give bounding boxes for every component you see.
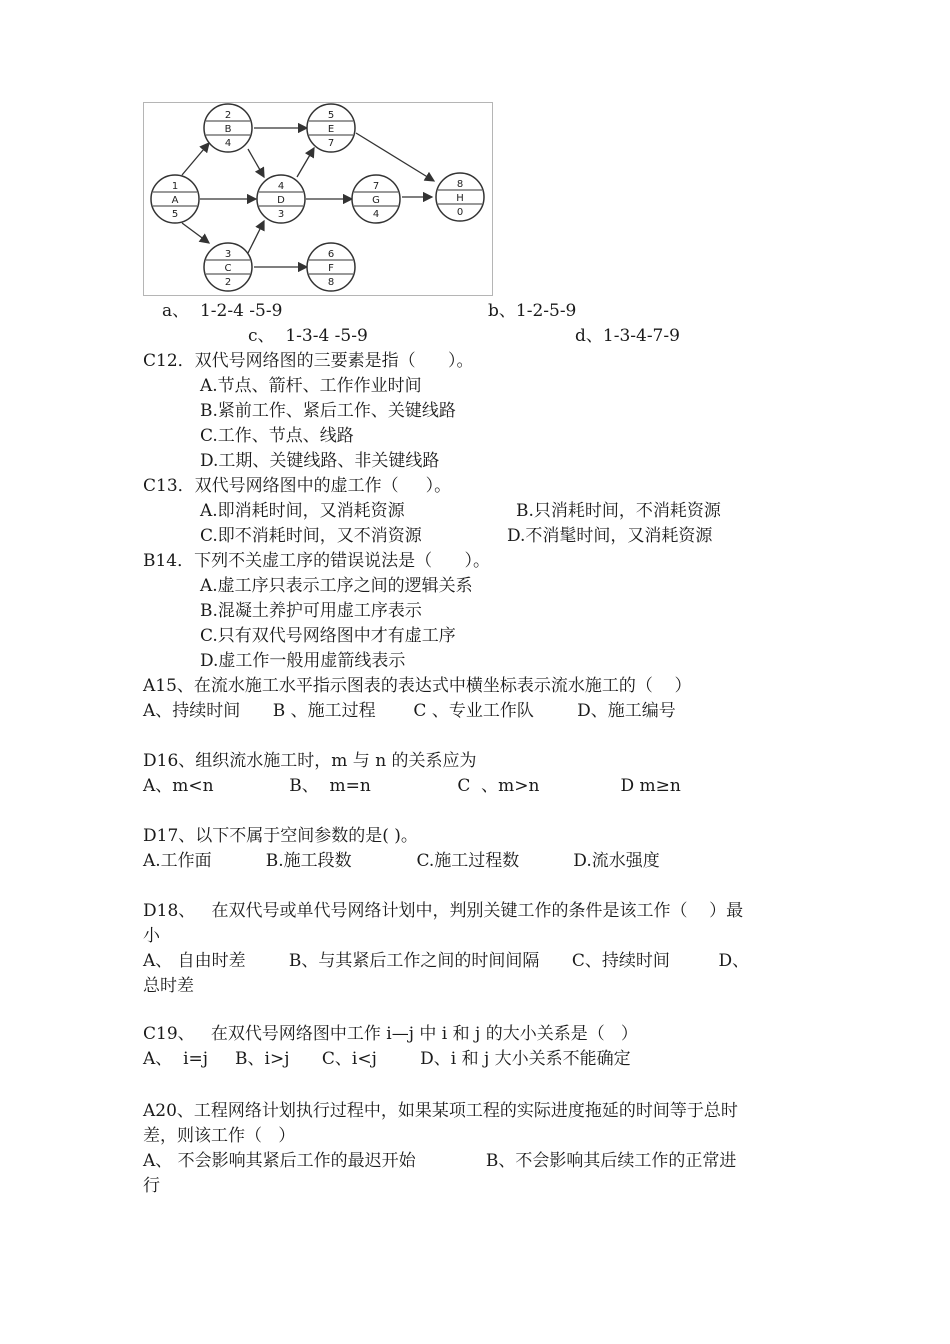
node-top-label: 2: [224, 110, 232, 121]
question-14: B14．下列不关虚工序的错误说法是（ ）。: [143, 551, 491, 571]
question-15-options: A、持续时间 B 、施工过程 C 、专业工作队 D、施工编号: [143, 701, 676, 721]
node-bottom-label: 5: [171, 209, 179, 220]
question-15: A15、在流水施工水平指示图表的表达式中横坐标表示流水施工的（ ）: [143, 676, 692, 696]
network-node: [352, 175, 400, 223]
question-18: D18、 在双代号或单代号网络计划中，判别关键工作的条件是该工作（ ）最: [143, 901, 744, 921]
question-14-option-c: C.只有双代号网络图中才有虚工序: [200, 626, 456, 646]
network-node: [151, 175, 199, 223]
question-17-options: A.工作面 B.施工段数 C.施工过程数 D.流水强度: [143, 851, 660, 871]
question-12-option-b: B.紧前工作、紧后工作、关键线路: [200, 401, 456, 421]
node-bottom-label: 4: [224, 138, 232, 149]
node-top-label: 1: [171, 181, 179, 192]
question-16: D16、组织流水施工时，m 与 n 的关系应为: [143, 751, 477, 771]
question-13: C13．双代号网络图中的虚工作（ ）。: [143, 476, 452, 496]
question-13-option-c: C.即不消耗时间，又不消资源: [200, 526, 422, 546]
question-12-option-a: A.节点、箭杆、工作作业时间: [200, 376, 422, 396]
option-d: d、1-3-4-7-9: [575, 326, 680, 346]
question-14-option-a: A.虚工序只表示工序之间的逻辑关系: [200, 576, 473, 596]
node-top-label: 7: [372, 181, 380, 192]
question-16-options: A、m<n B、 m=n C 、m>n D m≥n: [143, 776, 681, 796]
question-18-options: A、 自由时差 B、与其紧后工作之间的时间间隔 C、持续时间 D、: [143, 951, 750, 971]
question-19: C19、 在双代号网络图中工作 i—j 中 i 和 j 的大小关系是（ ）: [143, 1024, 638, 1044]
node-name-label: E: [327, 124, 335, 135]
question-13-option-b: B.只消耗时间，不消耗资源: [516, 501, 721, 521]
question-19-options: A、 i=j B、i>j C、i<j D、i 和 j 大小关系不能确定: [143, 1049, 631, 1069]
node-bottom-label: 7: [327, 138, 335, 149]
node-bottom-label: 8: [327, 277, 335, 288]
node-bottom-label: 2: [224, 277, 232, 288]
network-node: [307, 243, 355, 291]
node-name-label: F: [328, 263, 334, 274]
question-20-options: A、 不会影响其紧后工作的最迟开始 B、不会影响其后续工作的正常进: [143, 1151, 737, 1171]
question-20-cont: 差，则该工作（ ）: [143, 1126, 296, 1146]
network-node: [436, 173, 484, 221]
network-node: [204, 243, 252, 291]
question-12-option-c: C.工作、节点、线路: [200, 426, 354, 446]
question-20-options-cont: 行: [143, 1176, 160, 1196]
option-b: b、1-2-5-9: [488, 301, 577, 321]
node-name-label: G: [372, 195, 380, 206]
question-12-option-d: D.工期、关键线路、非关键线路: [200, 451, 440, 471]
node-name-label: D: [277, 195, 285, 206]
option-a: a、 1-2-4 -5-9: [162, 301, 283, 321]
node-top-label: 3: [224, 249, 232, 260]
question-14-option-b: B.混凝土养护可用虚工序表示: [200, 601, 422, 621]
question-13-option-a: A.即消耗时间，又消耗资源: [200, 501, 405, 521]
arrow-2-4: [248, 149, 264, 177]
question-18-cont: 小: [143, 926, 160, 946]
node-name-label: C: [224, 263, 232, 274]
arrow-1-2: [182, 143, 209, 175]
question-20: A20、工程网络计划执行过程中，如果某项工程的实际进度拖延的时间等于总时: [143, 1101, 738, 1121]
diagram-nodes: [151, 104, 484, 291]
node-bottom-label: 0: [456, 207, 464, 218]
option-c: c、 1-3-4 -5-9: [248, 326, 368, 346]
node-bottom-label: 4: [372, 209, 380, 220]
node-top-label: 8: [456, 179, 464, 190]
question-18-options-cont: 总时差: [143, 976, 194, 996]
node-top-label: 6: [327, 249, 335, 260]
network-diagram-svg: [144, 103, 492, 295]
question-17: D17、以下不属于空间参数的是( )。: [143, 826, 418, 846]
node-name-label: H: [456, 193, 464, 204]
node-name-label: B: [224, 124, 232, 135]
node-bottom-label: 3: [277, 209, 285, 220]
network-diagram: [143, 102, 493, 296]
node-top-label: 4: [277, 181, 285, 192]
node-name-label: A: [171, 195, 179, 206]
network-node: [204, 104, 252, 152]
question-14-option-d: D.虚工作一般用虚箭线表示: [200, 651, 406, 671]
network-node: [307, 104, 355, 152]
arrow-5-8: [356, 133, 434, 181]
arrow-1-3: [182, 223, 209, 243]
node-top-label: 5: [327, 110, 335, 121]
network-node: [257, 175, 305, 223]
question-12: C12．双代号网络图的三要素是指（ ）。: [143, 351, 474, 371]
question-13-option-d: D.不消髦时间，又消耗资源: [507, 526, 713, 546]
arrow-3-4: [248, 221, 264, 253]
arrow-4-5: [297, 148, 314, 177]
